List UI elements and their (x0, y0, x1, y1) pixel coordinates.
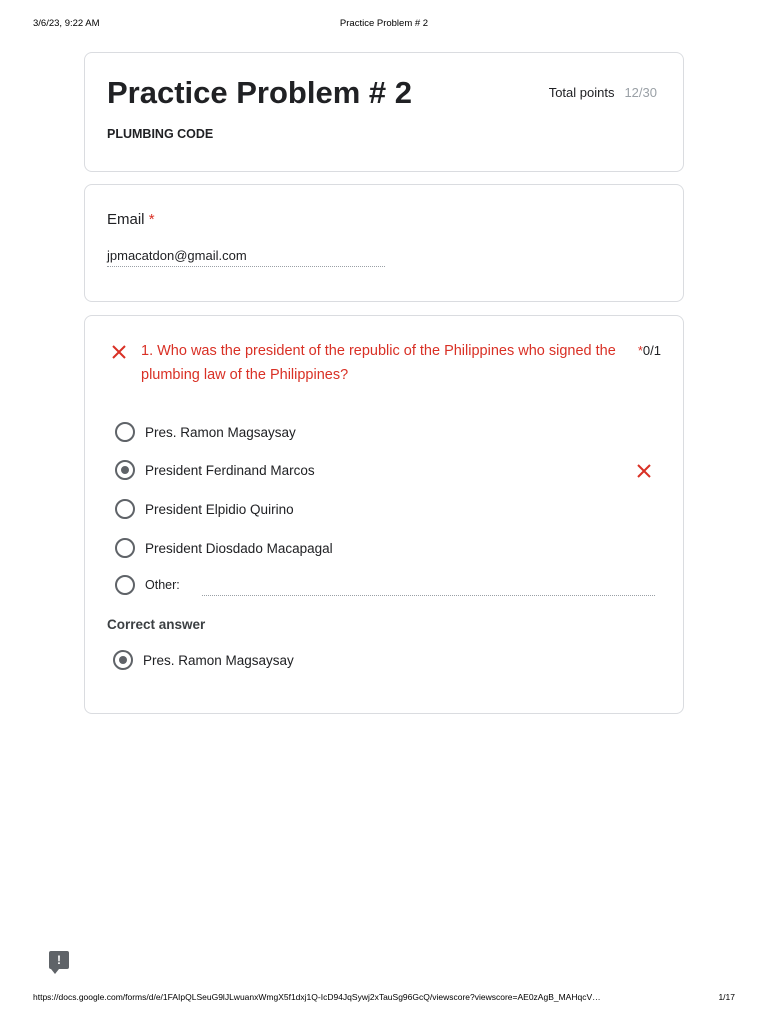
incorrect-close-icon (636, 463, 652, 479)
option-label: President Ferdinand Marcos (145, 462, 315, 478)
required-asterisk: * (637, 343, 643, 358)
option-ferdinand-marcos (115, 459, 315, 481)
radio-button (115, 538, 135, 558)
email-card (84, 184, 684, 302)
other-text-field (202, 595, 655, 596)
correct-answer-option (113, 649, 294, 671)
email-label-text: Email (107, 211, 145, 228)
radio-button (115, 499, 135, 519)
correct-answer-text: Pres. Ramon Magsaysay (143, 652, 294, 668)
correct-answer-label: Correct answer (107, 617, 206, 632)
total-points-value: 12/30 (624, 85, 657, 100)
option-label: Other: (145, 578, 180, 592)
report-feedback-icon[interactable] (49, 951, 69, 969)
email-label (107, 211, 155, 228)
option-elpidio-quirino (115, 498, 294, 520)
total-points (549, 85, 657, 100)
question-card (84, 315, 684, 714)
option-diosdado-macapagal (115, 537, 333, 559)
print-date: 3/6/23, 9:22 AM (33, 18, 100, 29)
form-subtitle: PLUMBING CODE (107, 127, 214, 141)
required-asterisk: * (148, 211, 155, 228)
close-icon (111, 344, 127, 360)
radio-button-selected (115, 460, 135, 480)
option-label: President Diosdado Macapagal (145, 540, 333, 556)
print-title: Practice Problem # 2 (339, 18, 429, 29)
question-score: 0/1 (642, 343, 661, 358)
form-header-card (84, 52, 684, 172)
radio-button-selected (113, 650, 133, 670)
radio-button (115, 575, 135, 595)
option-other (115, 574, 180, 596)
question-text: 1. Who was the president of the republic of the Philippines who signed the plumbing law of the Philippines? (141, 343, 616, 383)
page-number: 1/17 (718, 992, 735, 1002)
feedback-glyph: ! (57, 953, 61, 967)
page-url: https://docs.google.com/forms/d/e/1FAIpQLSeuG9lJLwuanxWmgX5f1dxj1Q-IcD94JqSywj2xTauSg96GcQ/viewscore?viewscore=AE0zAgB_MAHqcV… (33, 992, 601, 1002)
form-title: Practice Problem # 2 (107, 75, 412, 110)
radio-button (115, 422, 135, 442)
question-points (638, 343, 661, 358)
email-field: jpmacatdon@gmail.com (107, 248, 385, 267)
total-points-label: Total points (548, 85, 615, 100)
option-label: President Elpidio Quirino (145, 501, 294, 517)
option-ramon-magsaysay (115, 421, 296, 443)
option-label: Pres. Ramon Magsaysay (145, 424, 296, 440)
